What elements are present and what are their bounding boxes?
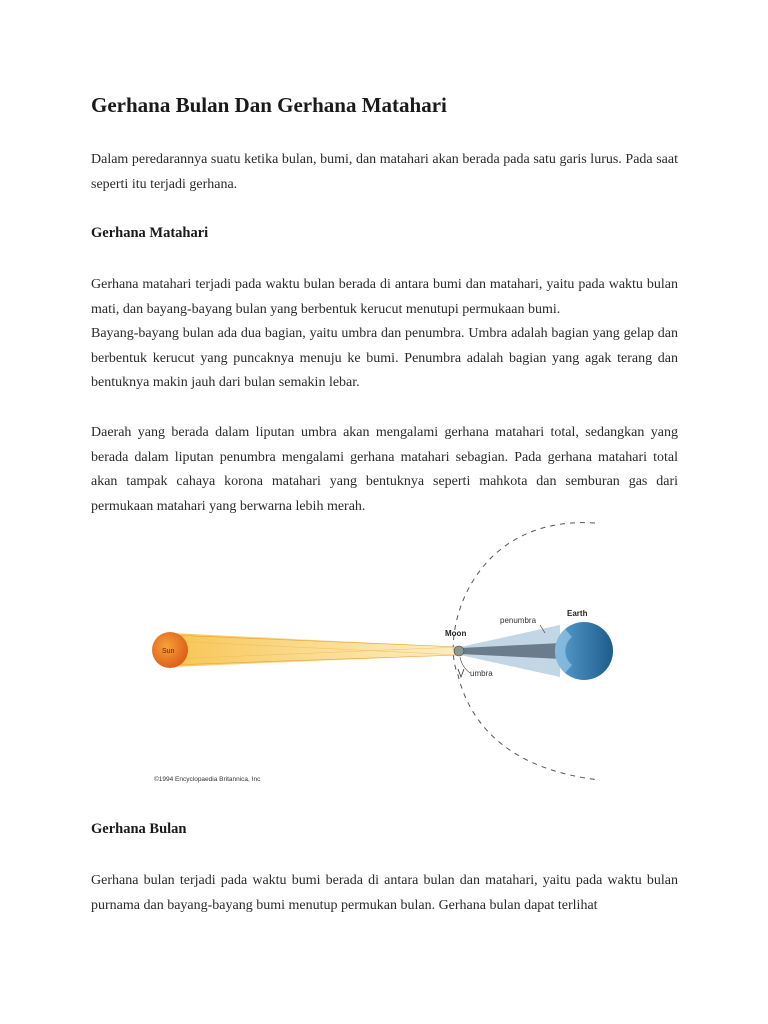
solar-eclipse-paragraph-1b: Bayang-bayang bulan ada dua bagian, yaitu umbra dan penumbra. Umbra adalah bagian yang gelap dan berbentuk kerucut yang puncaknya menuju ke bumi. Penumbra adalah bagian yang agak terang dan bentuknya makin jauh dari bulan semakin lebar. [91, 326, 678, 390]
umbra-label: umbra [470, 669, 493, 678]
solar-eclipse-diagram [140, 515, 620, 790]
figure-credit: ©1994 Encyclopaedia Britannica, Inc [154, 776, 261, 783]
moon-icon [454, 646, 464, 656]
page-title: Gerhana Bulan Dan Gerhana Matahari [91, 93, 447, 117]
lunar-eclipse-paragraph-1: Gerhana bulan terjadi pada waktu bumi berada di antara bulan dan matahari, yaitu pada waktu bulan purnama dan bayang-bayang bumi menutup permukan bulan. Gerhana bulan dapat terlihat [91, 873, 678, 913]
penumbra-label: penumbra [500, 616, 537, 625]
section-heading-gerhana-matahari: Gerhana Matahari [91, 225, 209, 241]
moon-label: Moon [445, 629, 467, 638]
section-heading-gerhana-bulan: Gerhana Bulan [91, 821, 187, 837]
sun-label: Sun [162, 648, 175, 655]
solar-eclipse-paragraph-1a: Gerhana matahari terjadi pada waktu bulan berada di antara bumi dan matahari, yaitu pada waktu bulan mati, dan bayang-bayang bulan yang berbentuk kerucut menutupi permukaan bumi. [91, 277, 678, 317]
eclipse-diagram-svg [140, 515, 620, 790]
solar-eclipse-paragraph-2: Daerah yang berada dalam liputan umbra akan mengalami gerhana matahari total, sedangkan yang berada dalam liputan penumbra mengalami gerhana matahari sebagian. Pada gerhana matahari total akan tampak cahaya korona matahari yang bentuknya seperti mahkota dan semburan gas dari permukaan matahari yang berwarna lebih merah. [91, 425, 678, 514]
orbit-arrow-icon [458, 669, 464, 677]
earth-label: Earth [567, 609, 588, 618]
sunlight-beam [170, 633, 460, 667]
intro-paragraph: Dalam peredarannya suatu ketika bulan, bumi, dan matahari akan berada pada satu garis lurus. Pada saat seperti itu terjadi gerhana. [91, 152, 678, 192]
